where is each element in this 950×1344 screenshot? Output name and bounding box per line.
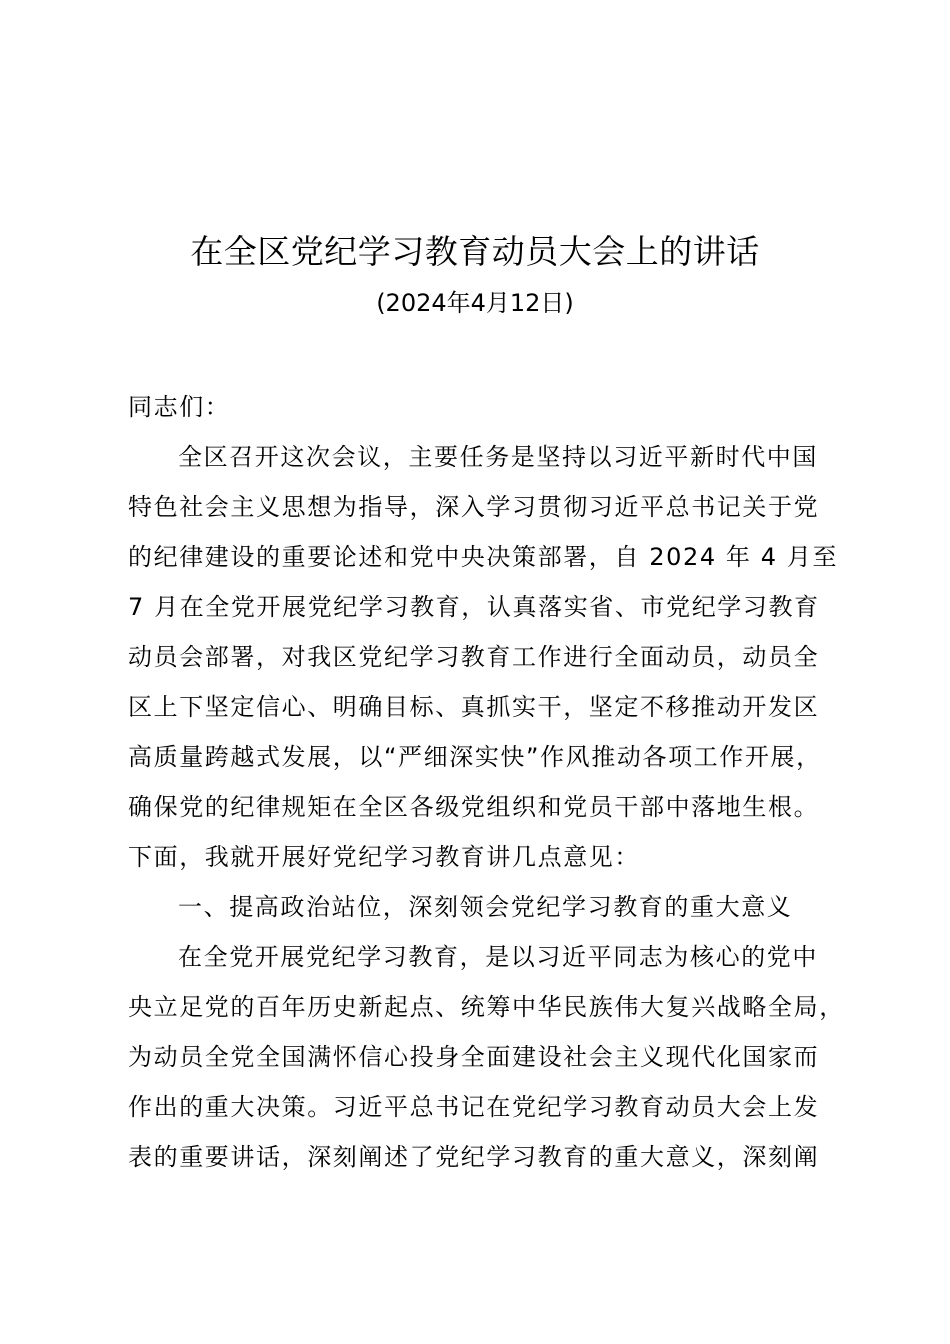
body-line: 全区召开这次会议，主要任务是坚持以习近平新时代中国 [178,443,818,471]
body-line: 下面，我就开展好党纪学习教育讲几点意见： [128,843,640,871]
body-line: 区上下坚定信心、明确目标、真抓实干，坚定不移推动开发区 [128,693,820,721]
body-line: 高质量跨越式发展，以“严细深实快”作风推动各项工作开展， [128,743,822,771]
section-heading: 一、提高政治站位，深刻领会党纪学习教育的重大意义 [178,893,793,921]
body-line: 央立足党的百年历史新起点、统筹中华民族伟大复兴战略全局， [128,993,845,1021]
document-body [128,382,868,1182]
body-line: 表的重要讲话，深刻阐述了党纪学习教育的重大意义，深刻阐 [128,1143,820,1171]
body-line: 特色社会主义思想为指导，深入学习贯彻习近平总书记关于党 [128,493,820,521]
body-line: 7 月在全党开展党纪学习教育，认真落实省、市党纪学习教育 [128,593,820,621]
body-line: 动员会部署，对我区党纪学习教育工作进行全面动员，动员全 [128,643,820,671]
body-line: 的纪律建设的重要论述和党中央决策部署，自 2024 年 4 月至 [128,543,839,571]
body-line: 同志们： [128,393,231,421]
document-title: 在全区党纪学习教育动员大会上的讲话 [190,232,760,271]
body-line: 作出的重大决策。习近平总书记在党纪学习教育动员大会上发 [128,1093,820,1121]
body-line: 在全党开展党纪学习教育，是以习近平同志为核心的党中 [178,943,818,971]
body-line: 确保党的纪律规矩在全区各级党组织和党员干部中落地生根。 [128,793,820,821]
document-date: (2024年4月12日) [376,289,574,317]
body-line: 为动员全党全国满怀信心投身全面建设社会主义现代化国家而 [128,1043,820,1071]
